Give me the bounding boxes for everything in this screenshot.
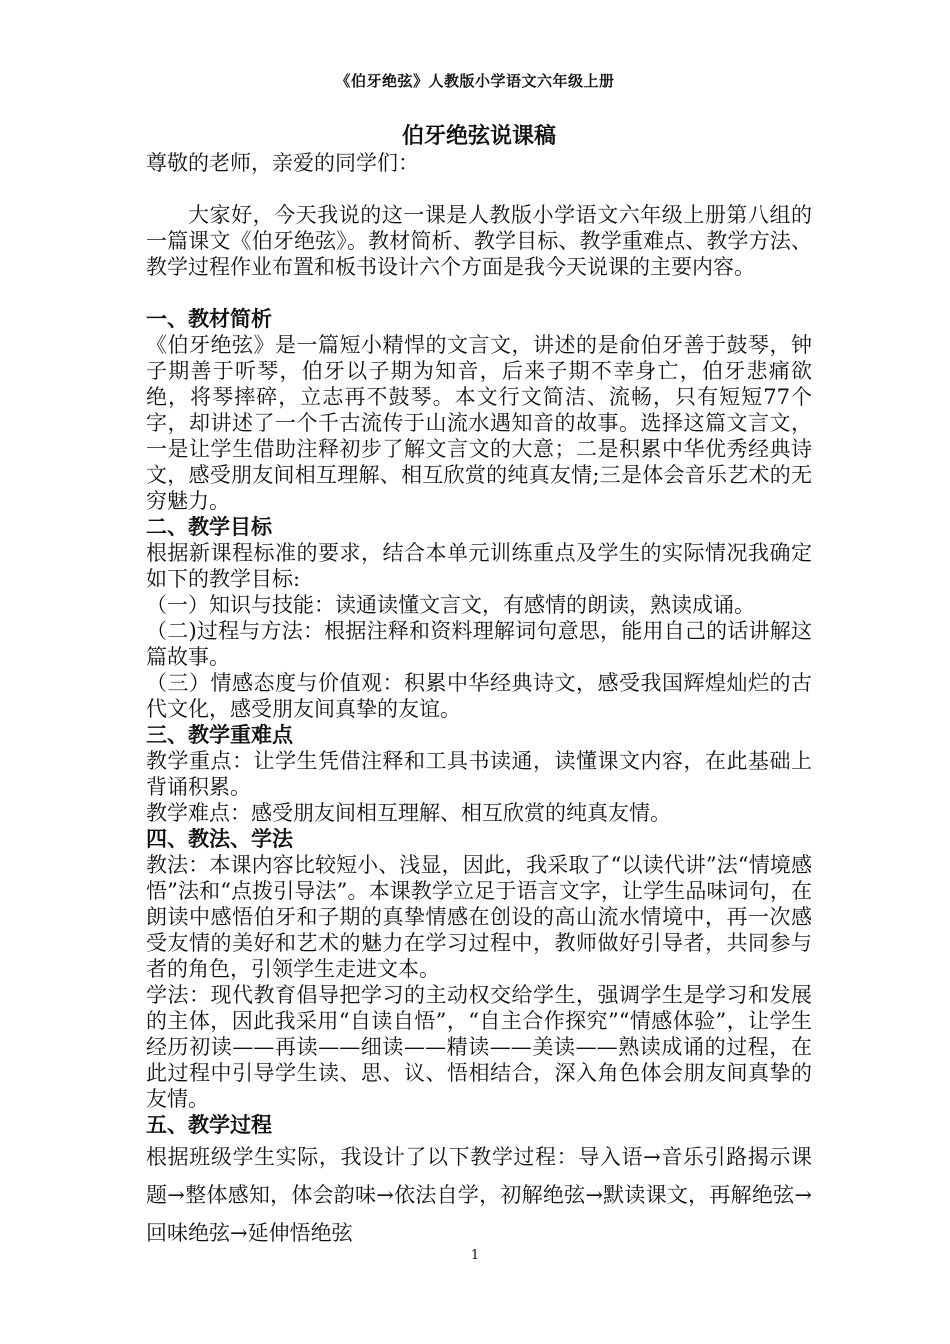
section-paragraph: （二)过程与方法：根据注释和资料理解词句意思，能用自己的话讲解这篇故事。 <box>146 619 812 669</box>
section-paragraph: 教学难点：感受朋友间相互理解、相互欣赏的纯真友情。 <box>146 801 671 825</box>
blank-line <box>146 176 812 202</box>
section-paragraph: （三）情感态度与价值观：积累中华经典诗文，感受我国辉煌灿烂的古代文化，感受朋友间真挚的友谊。 <box>146 671 812 721</box>
page-header: 《伯牙绝弦》人教版小学语文六年级上册 <box>335 72 615 90</box>
section-paragraph: 教学重点：让学生凭借注释和工具书读通，读懂课文内容，在此基础上背诵积累。 <box>146 749 812 799</box>
section-heading: 三、教学重难点 <box>146 723 293 747</box>
section-paragraph: 学法：现代教育倡导把学习的主动权交给学生，强调学生是学习和发展的主体，因此我采用“自读自悟”，“自主合作探究”“情感体验”，让学生经历初读——再读——细读——精读——美读——熟读成诵的过程，在此过程中引导学生读、思、议、悟相结合，深入角色体会朋友间真挚的友情。 <box>146 983 812 1111</box>
blank-line <box>146 280 812 306</box>
section-paragraph: 根据班级学生实际，我设计了以下教学过程：导入语→音乐引路揭示课题→整体感知，体会韵味→依法自学，初解绝弦→默读课文，再解绝弦→回味绝弦→延伸悟绝弦 <box>146 1145 812 1245</box>
intro-paragraph: 大家好，今天我说的这一课是人教版小学语文六年级上册第八组的一篇课文《伯牙绝弦》。教材简析、教学目标、教学重难点、教学方法、教学过程作业布置和板书设计六个方面是我今天说课的主要内容。 <box>146 203 812 279</box>
section-paragraph: （一）知识与技能：读通读懂文言文，有感情的朗读，熟读成诵。 <box>146 593 755 617</box>
section-teaching-goals <box>146 514 812 722</box>
document-body <box>146 124 812 1252</box>
document-title: 伯牙绝弦说课稿 <box>401 124 556 149</box>
section-paragraph: 根据新课程标准的要求，结合本单元训练重点及学生的实际情况我确定如下的教学目标: <box>146 541 812 591</box>
section-heading: 二、教学目标 <box>146 515 272 539</box>
section-heading: 一、教材简析 <box>146 307 272 331</box>
section-textbook-analysis <box>146 306 812 514</box>
salutation: 尊敬的老师，亲爱的同学们： <box>146 151 419 175</box>
section-heading: 四、教法、学法 <box>146 827 293 851</box>
page-number: 1 <box>470 1248 480 1263</box>
section-heading: 五、教学过程 <box>146 1113 272 1137</box>
section-methods <box>146 826 812 1112</box>
section-teaching-process <box>146 1112 812 1252</box>
section-key-points <box>146 722 812 826</box>
section-paragraph: 教法：本课内容比较短小、浅显，因此，我采取了“以读代讲”法“情境感悟”法和“点拨引导法”。本课教学立足于语言文字，让学生品味词句，在朗读中感悟伯牙和子期的真挚情感在创设的高山流水情境中，再一次感受友情的美好和艺术的魅力在学习过程中，教师做好引导者，共同参与者的角色，引领学生走进文本。 <box>146 853 812 981</box>
section-paragraph: 《伯牙绝弦》是一篇短小精悍的文言文，讲述的是俞伯牙善于鼓琴，钟子期善于听琴，伯牙以子期为知音，后来子期不幸身亡，伯牙悲痛欲绝，将琴摔碎，立志再不鼓琴。本文行文简洁、流畅，只有短短77个字，却讲述了一个千古流传于山流水遇知音的故事。选择这篇文言文，一是让学生借助注释初步了解文言文的大意；二是积累中华优秀经典诗文，感受朋友间相互理解、相互欣赏的纯真友情;三是体会音乐艺术的无穷魅力。 <box>146 333 812 513</box>
